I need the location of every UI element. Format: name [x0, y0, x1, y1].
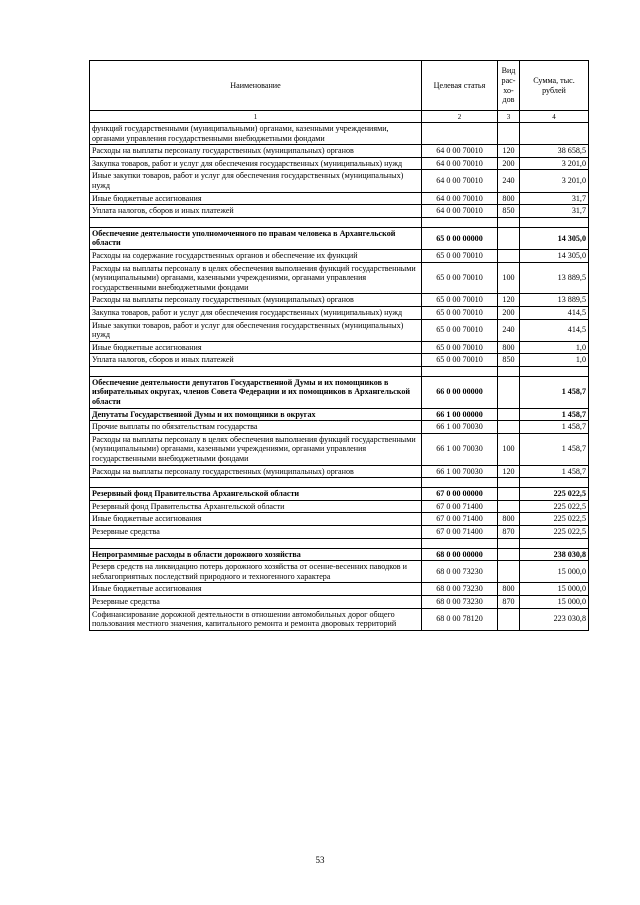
row-target-article-cell: 64 0 00 70010	[422, 205, 498, 218]
row-expense-type-cell: 850	[498, 354, 520, 367]
row-expense-type-cell	[498, 608, 520, 630]
header-target-article: Целевая статья	[422, 61, 498, 111]
row-amount-cell: 225 022,5	[520, 488, 589, 501]
table-row	[90, 595, 589, 608]
table-row	[90, 170, 589, 192]
table-row	[90, 500, 589, 513]
row-expense-type-cell: 120	[498, 465, 520, 478]
row-name-cell: Обеспечение деятельности уполномоченного по правам человека в Архангельской области	[90, 227, 422, 249]
page-number: 53	[315, 855, 325, 865]
table-header	[90, 61, 589, 123]
row-amount-cell: 1,0	[520, 341, 589, 354]
table-row	[90, 262, 589, 294]
row-amount-cell: 15 000,0	[520, 595, 589, 608]
row-name-cell: Прочие выплаты по обязательствам государства	[90, 421, 422, 434]
row-expense-type-cell: 870	[498, 526, 520, 539]
spacer-row	[90, 366, 589, 376]
spacer-cell	[520, 366, 589, 376]
row-target-article-cell: 67 0 00 71400	[422, 500, 498, 513]
row-amount-cell: 31,7	[520, 192, 589, 205]
spacer-cell	[90, 478, 422, 488]
row-amount-cell: 223 030,8	[520, 608, 589, 630]
row-amount-cell	[520, 123, 589, 145]
row-amount-cell: 15 000,0	[520, 583, 589, 596]
row-amount-cell: 238 030,8	[520, 548, 589, 561]
section-row	[90, 376, 589, 408]
row-target-article-cell: 64 0 00 70010	[422, 192, 498, 205]
spacer-cell	[520, 478, 589, 488]
table-row	[90, 123, 589, 145]
row-target-article-cell: 66 1 00 70030	[422, 433, 498, 465]
row-name-cell: Иные закупки товаров, работ и услуг для обеспечения государственных (муниципальных) нужд	[90, 319, 422, 341]
row-target-article-cell: 65 0 00 70010	[422, 354, 498, 367]
row-name-cell: Иные бюджетные ассигнования	[90, 341, 422, 354]
row-name-cell: Резервный фонд Правительства Архангельской области	[90, 500, 422, 513]
row-amount-cell: 31,7	[520, 205, 589, 218]
row-name-cell: Иные бюджетные ассигнования	[90, 192, 422, 205]
row-name-cell: Непрограммные расходы в области дорожного хозяйства	[90, 548, 422, 561]
row-amount-cell: 13 889,5	[520, 262, 589, 294]
spacer-cell	[520, 538, 589, 548]
row-name-cell: Иные бюджетные ассигнования	[90, 513, 422, 526]
row-target-article-cell: 65 0 00 70010	[422, 262, 498, 294]
column-numbering-row	[90, 111, 589, 123]
table-row	[90, 157, 589, 170]
row-target-article-cell: 67 0 00 71400	[422, 526, 498, 539]
table-row	[90, 319, 589, 341]
table-row	[90, 583, 589, 596]
row-expense-type-cell: 850	[498, 205, 520, 218]
row-amount-cell: 14 305,0	[520, 249, 589, 262]
spacer-cell	[90, 538, 422, 548]
row-name-cell: Обеспечение деятельности депутатов Государственной Думы и их помощников в избирательных округах, членов Совета Федерации и их помощников в Архангельской области	[90, 376, 422, 408]
spacer-row	[90, 538, 589, 548]
table-row	[90, 306, 589, 319]
row-amount-cell: 225 022,5	[520, 500, 589, 513]
row-expense-type-cell: 240	[498, 319, 520, 341]
row-name-cell: Расходы на содержание государственных органов и обеспечение их функций	[90, 249, 422, 262]
row-target-article-cell: 66 0 00 00000	[422, 376, 498, 408]
row-amount-cell: 1 458,7	[520, 433, 589, 465]
row-expense-type-cell	[498, 123, 520, 145]
row-name-cell: Расходы на выплаты персоналу государственных (муниципальных) органов	[90, 145, 422, 158]
row-name-cell: Расходы на выплаты персоналу в целях обеспечения выполнения функций государственными (муниципальными) органами, казенными учреждениями, органами управления государственными внебюджетными фондами	[90, 262, 422, 294]
section-row	[90, 408, 589, 421]
row-name-cell: Иные закупки товаров, работ и услуг для обеспечения государственных (муниципальных) нужд	[90, 170, 422, 192]
table-row	[90, 249, 589, 262]
spacer-cell	[520, 217, 589, 227]
spacer-cell	[498, 538, 520, 548]
row-amount-cell: 14 305,0	[520, 227, 589, 249]
row-name-cell: Иные бюджетные ассигнования	[90, 583, 422, 596]
row-amount-cell: 3 201,0	[520, 170, 589, 192]
row-expense-type-cell: 800	[498, 513, 520, 526]
row-expense-type-cell: 800	[498, 192, 520, 205]
spacer-cell	[422, 538, 498, 548]
column-number: 1	[90, 111, 422, 123]
row-amount-cell: 1 458,7	[520, 408, 589, 421]
table-row	[90, 526, 589, 539]
row-expense-type-cell	[498, 488, 520, 501]
row-name-cell: Резервные средства	[90, 595, 422, 608]
row-target-article-cell	[422, 123, 498, 145]
row-name-cell: Расходы на выплаты персоналу в целях обеспечения выполнения функций государственными (муниципальными) органами, казенными учреждениями, органами управления государственными внебюджетными фондами	[90, 433, 422, 465]
table-body	[90, 123, 589, 631]
section-row	[90, 488, 589, 501]
row-target-article-cell: 64 0 00 70010	[422, 170, 498, 192]
row-expense-type-cell: 120	[498, 294, 520, 307]
row-amount-cell: 414,5	[520, 319, 589, 341]
row-expense-type-cell: 100	[498, 262, 520, 294]
budget-table	[89, 60, 589, 631]
spacer-row	[90, 217, 589, 227]
row-name-cell: Закупка товаров, работ и услуг для обеспечения государственных (муниципальных) нужд	[90, 157, 422, 170]
spacer-cell	[90, 217, 422, 227]
row-expense-type-cell: 800	[498, 341, 520, 354]
spacer-cell	[498, 366, 520, 376]
row-amount-cell: 13 889,5	[520, 294, 589, 307]
row-amount-cell: 15 000,0	[520, 561, 589, 583]
spacer-cell	[90, 366, 422, 376]
row-target-article-cell: 65 0 00 00000	[422, 227, 498, 249]
row-name-cell: Уплата налогов, сборов и иных платежей	[90, 354, 422, 367]
column-number: 4	[520, 111, 589, 123]
row-name-cell: Резерв средств на ликвидацию потерь дорожного хозяйства от осенне-весенних паводков и неблагоприятных последствий природного и техногенного характера	[90, 561, 422, 583]
table-row	[90, 561, 589, 583]
row-name-cell: функций государственными (муниципальными) органами, казенными учреждениями, органами управления государственными внебюджетными фондами	[90, 123, 422, 145]
row-amount-cell: 1 458,7	[520, 421, 589, 434]
header-name: Наименование	[90, 61, 422, 111]
table-row	[90, 205, 589, 218]
table-row	[90, 354, 589, 367]
row-target-article-cell: 66 1 00 70030	[422, 421, 498, 434]
row-target-article-cell: 68 0 00 73230	[422, 595, 498, 608]
row-expense-type-cell	[498, 249, 520, 262]
row-expense-type-cell: 200	[498, 306, 520, 319]
section-row	[90, 548, 589, 561]
row-name-cell: Расходы на выплаты персоналу государственных (муниципальных) органов	[90, 294, 422, 307]
row-name-cell: Резервный фонд Правительства Архангельской области	[90, 488, 422, 501]
spacer-cell	[498, 217, 520, 227]
table-row	[90, 192, 589, 205]
row-target-article-cell: 66 1 00 70030	[422, 465, 498, 478]
row-target-article-cell: 68 0 00 73230	[422, 583, 498, 596]
row-amount-cell: 225 022,5	[520, 513, 589, 526]
row-expense-type-cell	[498, 421, 520, 434]
row-expense-type-cell: 800	[498, 583, 520, 596]
table-row	[90, 341, 589, 354]
row-amount-cell: 414,5	[520, 306, 589, 319]
row-amount-cell: 38 658,5	[520, 145, 589, 158]
spacer-cell	[422, 217, 498, 227]
spacer-row	[90, 478, 589, 488]
row-target-article-cell: 65 0 00 70010	[422, 319, 498, 341]
row-expense-type-cell: 200	[498, 157, 520, 170]
table-row	[90, 294, 589, 307]
row-expense-type-cell	[498, 227, 520, 249]
column-number: 2	[422, 111, 498, 123]
row-target-article-cell: 68 0 00 00000	[422, 548, 498, 561]
section-row	[90, 227, 589, 249]
row-target-article-cell: 65 0 00 70010	[422, 306, 498, 319]
row-expense-type-cell	[498, 548, 520, 561]
table-row	[90, 608, 589, 630]
row-amount-cell: 1 458,7	[520, 465, 589, 478]
row-name-cell: Резервные средства	[90, 526, 422, 539]
row-expense-type-cell: 120	[498, 145, 520, 158]
row-target-article-cell: 67 0 00 71400	[422, 513, 498, 526]
table-row	[90, 421, 589, 434]
row-target-article-cell: 65 0 00 70010	[422, 249, 498, 262]
row-name-cell: Закупка товаров, работ и услуг для обеспечения государственных (муниципальных) нужд	[90, 306, 422, 319]
spacer-cell	[422, 478, 498, 488]
row-expense-type-cell: 240	[498, 170, 520, 192]
row-amount-cell: 225 022,5	[520, 526, 589, 539]
row-expense-type-cell: 870	[498, 595, 520, 608]
row-amount-cell: 3 201,0	[520, 157, 589, 170]
row-target-article-cell: 64 0 00 70010	[422, 157, 498, 170]
table-row	[90, 433, 589, 465]
row-expense-type-cell	[498, 408, 520, 421]
row-expense-type-cell	[498, 376, 520, 408]
header-expense-type: Вид рас-хо-дов	[498, 61, 520, 111]
row-expense-type-cell: 100	[498, 433, 520, 465]
row-expense-type-cell	[498, 500, 520, 513]
row-name-cell: Расходы на выплаты персоналу государственных (муниципальных) органов	[90, 465, 422, 478]
row-target-article-cell: 65 0 00 70010	[422, 294, 498, 307]
table-row	[90, 513, 589, 526]
spacer-cell	[498, 478, 520, 488]
header-row	[90, 61, 589, 111]
column-number: 3	[498, 111, 520, 123]
row-target-article-cell: 68 0 00 73230	[422, 561, 498, 583]
row-target-article-cell: 66 1 00 00000	[422, 408, 498, 421]
row-target-article-cell: 64 0 00 70010	[422, 145, 498, 158]
table-row	[90, 145, 589, 158]
row-target-article-cell: 68 0 00 78120	[422, 608, 498, 630]
row-target-article-cell: 67 0 00 00000	[422, 488, 498, 501]
header-sum: Сумма, тыс. рублей	[520, 61, 589, 111]
spacer-cell	[422, 366, 498, 376]
row-amount-cell: 1 458,7	[520, 376, 589, 408]
row-amount-cell: 1,0	[520, 354, 589, 367]
row-name-cell: Софинансирование дорожной деятельности в отношении автомобильных дорог общего пользования местного значения, капитального ремонта и ремонта дворовых территорий	[90, 608, 422, 630]
row-expense-type-cell	[498, 561, 520, 583]
row-target-article-cell: 65 0 00 70010	[422, 341, 498, 354]
row-name-cell: Уплата налогов, сборов и иных платежей	[90, 205, 422, 218]
table-row	[90, 465, 589, 478]
row-name-cell: Депутаты Государственной Думы и их помощники в округах	[90, 408, 422, 421]
